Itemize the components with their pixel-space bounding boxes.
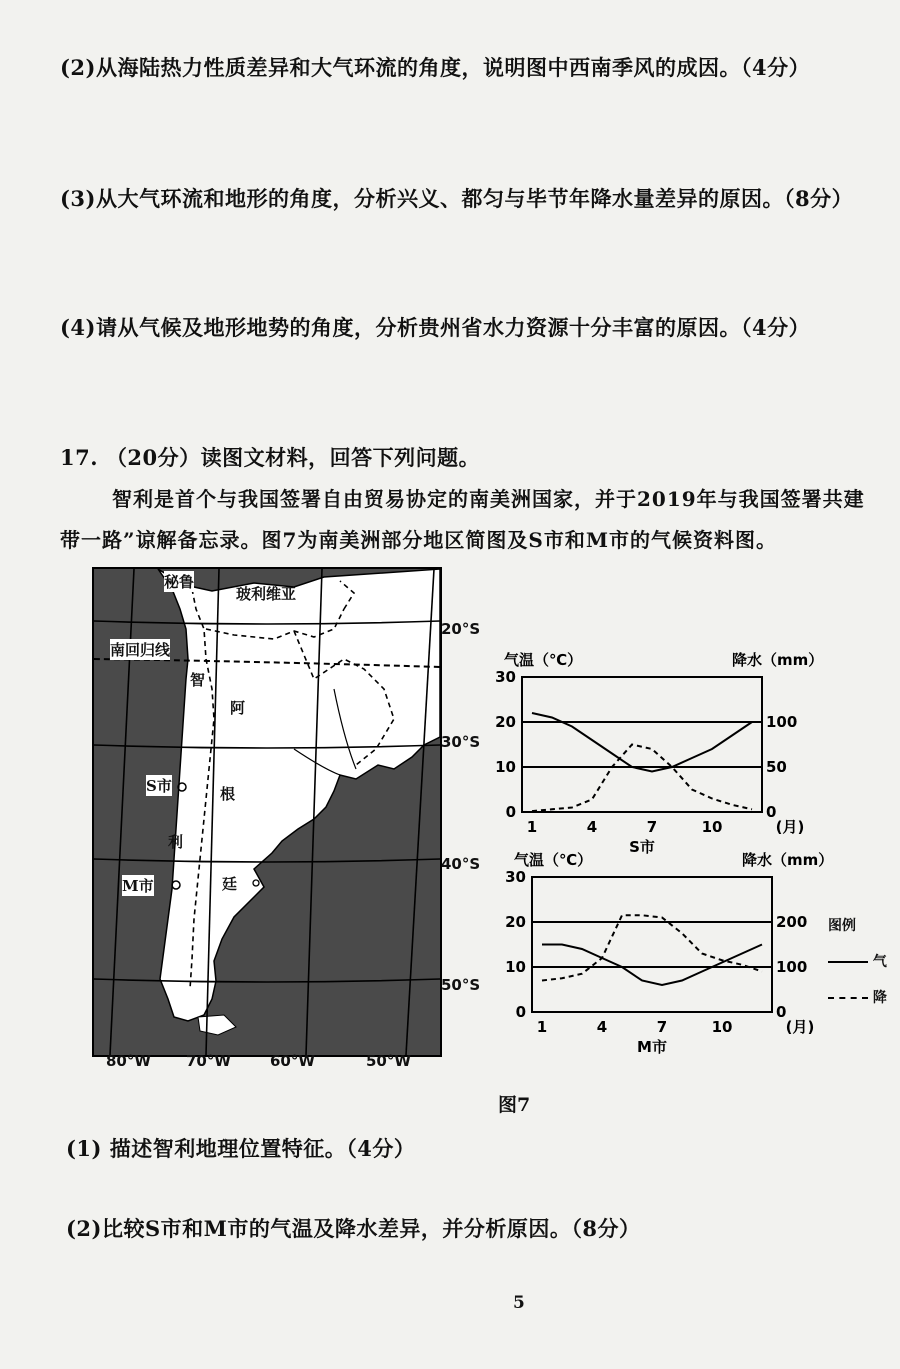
lon-label-80w: 80°W — [106, 1052, 151, 1070]
lon-label-50w: 50°W — [366, 1052, 411, 1070]
q17-material-line1: 智利是首个与我国签署自由贸易协定的南美洲国家，并于2019年与我国签署共建 — [112, 487, 865, 511]
legend-title: 图例 — [828, 918, 856, 934]
lat-label-50s: 50°S — [441, 976, 481, 994]
m-city-climate-chart — [496, 845, 834, 1065]
q17-heading: 17. （20分）读图文材料，回答下列问题。 — [60, 445, 481, 470]
lat-label-40s: 40°S — [441, 855, 481, 873]
q17-material-line2: 带一路”谅解备忘录。图7为南美洲部分地区简图及S市和M市的气候资料图。 — [60, 528, 778, 552]
x-tick: 7 — [646, 818, 658, 836]
label-tropic: 南回归线 — [110, 641, 171, 659]
label-argentina-2: 根 — [220, 785, 236, 803]
question-3: (3)从大气环流和地形的角度，分析兴义、都匀与毕节年降水量差异的原因。（8分） — [60, 186, 854, 211]
tierra-del-fuego — [198, 1015, 236, 1035]
y-tick-left: 30 — [505, 868, 526, 886]
legend-precip-label: 降 — [872, 990, 887, 1006]
question-2: (2)从海陆热力性质差异和大气环流的角度，说明图中西南季风的成因。（4分） — [60, 55, 811, 80]
y-tick-right: 100 — [776, 958, 808, 976]
y-tick-right: 0 — [776, 1003, 787, 1021]
label-argentina-1: 阿 — [230, 699, 246, 717]
s-city-climate-chart — [495, 645, 824, 860]
x-axis-unit: (月) — [785, 1018, 815, 1036]
lat-label-30s: 30°S — [441, 733, 481, 751]
y-tick-left: 20 — [495, 713, 516, 731]
chart-title: M市 — [637, 1038, 667, 1056]
y-tick-left: 10 — [495, 758, 516, 776]
y-tick-right: 0 — [766, 803, 777, 821]
label-m-city: M市 — [122, 877, 154, 895]
label-peru: 秘鲁 — [164, 573, 195, 591]
temperature-line — [542, 945, 762, 986]
figure-caption: 图7 — [498, 1094, 531, 1116]
label-chile-2: 利 — [168, 833, 184, 851]
y-tick-left: 0 — [515, 1003, 526, 1021]
y-axis-right-label: 降水（mm） — [742, 851, 834, 869]
y-tick-left: 20 — [505, 913, 526, 931]
y-tick-right: 100 — [766, 713, 798, 731]
south-america-map — [92, 567, 442, 1057]
legend-dashed-line — [828, 997, 868, 999]
y-axis-left-label: 气温（℃） — [514, 851, 593, 869]
y-tick-right: 50 — [766, 758, 787, 776]
y-axis-right-label: 降水（mm） — [732, 651, 824, 669]
x-tick: 10 — [701, 818, 723, 836]
lat-label-20s: 20°S — [441, 620, 481, 638]
label-s-city: S市 — [146, 777, 172, 795]
x-tick: 10 — [711, 1018, 733, 1036]
x-tick: 7 — [656, 1018, 668, 1036]
lon-label-60w: 60°W — [270, 1052, 315, 1070]
label-argentina-3: 廷 — [222, 875, 238, 893]
legend-temp-row — [828, 951, 887, 971]
lon-label-70w: 70°W — [186, 1052, 231, 1070]
y-axis-left-label: 气温（℃） — [504, 651, 583, 669]
y-tick-left: 0 — [505, 803, 516, 821]
x-tick: 1 — [536, 1018, 548, 1036]
legend-temp-label: 气 — [872, 954, 887, 970]
q17-sub-2: (2)比较S市和M市的气温及降水差异，并分析原因。（8分） — [66, 1216, 641, 1241]
q17-sub-1: (1) 描述智利地理位置特征。（4分） — [66, 1136, 416, 1161]
label-bolivia: 玻利维亚 — [236, 585, 297, 603]
x-axis-unit: (月) — [775, 818, 805, 836]
chart-title: S市 — [629, 838, 655, 856]
x-tick: 4 — [586, 818, 598, 836]
x-tick: 1 — [526, 818, 538, 836]
precipitation-line — [532, 745, 752, 812]
y-tick-left: 30 — [495, 668, 516, 686]
page-number: 5 — [513, 1293, 525, 1313]
legend-solid-line — [828, 961, 868, 963]
land-area — [158, 569, 440, 1021]
y-tick-right: 200 — [776, 913, 808, 931]
label-chile-1: 智 — [190, 671, 206, 689]
legend-precip-row — [828, 987, 887, 1007]
plot-frame — [522, 677, 762, 812]
y-tick-left: 10 — [505, 958, 526, 976]
chart-legend — [828, 915, 887, 1007]
x-tick: 4 — [596, 1018, 608, 1036]
plot-frame — [532, 877, 772, 1012]
question-4: (4)请从气候及地形地势的角度，分析贵州省水力资源十分丰富的原因。（4分） — [60, 315, 811, 340]
